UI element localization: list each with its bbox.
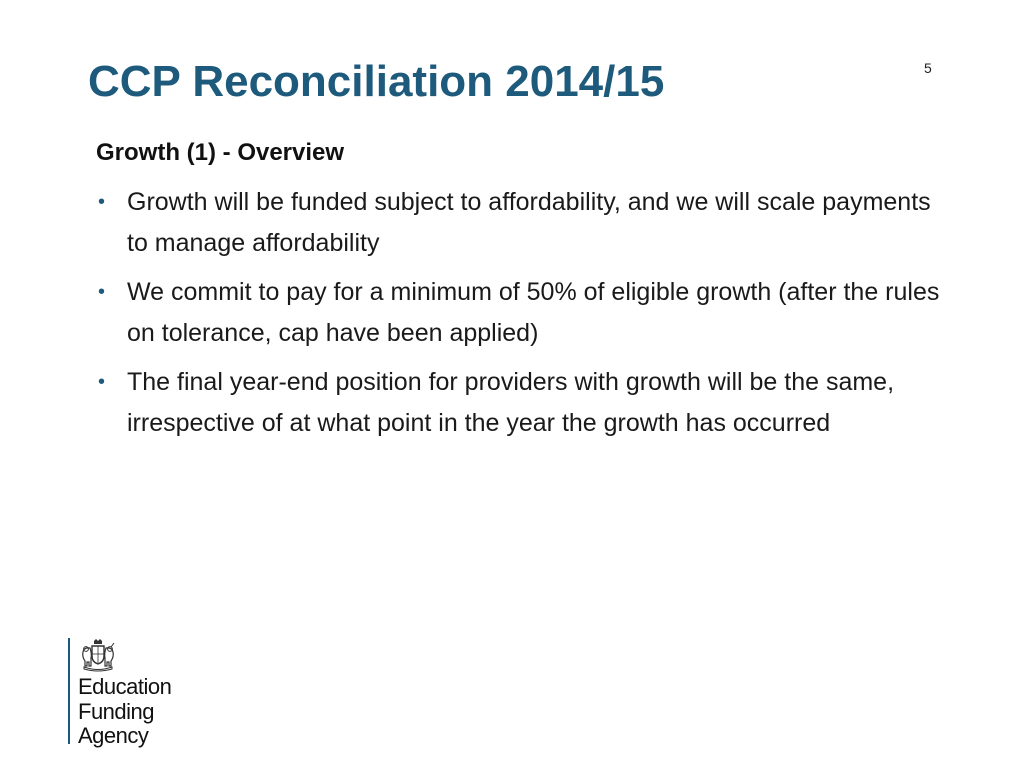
logo-wordmark — [78, 675, 171, 749]
bullet-list — [96, 182, 956, 452]
logo-line: Agency — [78, 723, 149, 748]
bullet-icon: • — [98, 371, 106, 393]
bullet-item — [96, 182, 956, 263]
bullet-icon: • — [98, 281, 106, 303]
page-number: 5 — [924, 60, 932, 76]
bullet-icon: • — [98, 191, 106, 213]
logo-line: Funding — [78, 698, 155, 724]
bullet-text: We commit to pay for a minimum of 50% of eligible growth (after the rules on tolerance, cap have been applied) — [127, 278, 940, 347]
bullet-text: The final year-end position for providers with growth will be the same, irrespective of at what point in the year the growth has occurred — [127, 368, 895, 437]
bullet-item — [96, 272, 956, 353]
logo-rule — [68, 638, 70, 744]
logo-line: Education — [78, 674, 172, 699]
slide-title: CCP Reconciliation 2014/15 — [88, 57, 665, 106]
bullet-item — [96, 362, 956, 443]
section-subheading: Growth (1) - Overview — [96, 139, 345, 166]
bullet-text: Growth will be funded subject to affordability, and we will scale payments to manage affordability — [127, 188, 931, 257]
royal-coat-of-arms-icon — [78, 638, 118, 672]
